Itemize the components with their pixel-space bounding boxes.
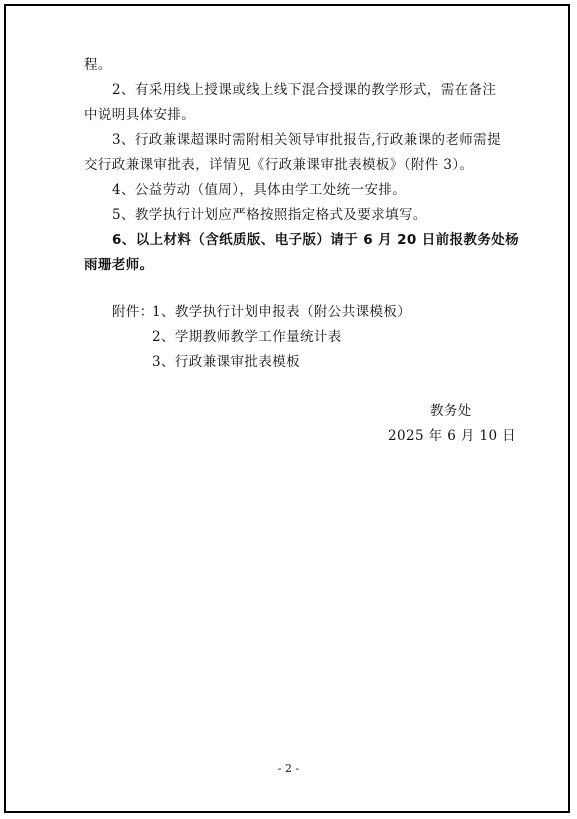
body-line-3: 中说明具体安排。 [84, 107, 196, 123]
page-frame [4, 4, 570, 813]
signature-department: 教务处 [430, 403, 472, 419]
body-line-5: 交行政兼课审批表，详情见《行政兼课审批表模板》（附件 3）。 [84, 157, 474, 173]
body-line-8-emphasis: 6、以上材料（含纸质版、电子版）请于 6 月 20 日前报教务处杨 [112, 232, 520, 248]
page-number: - 2 - [277, 762, 300, 775]
body-line-4: 3、行政兼课超课时需附相关领导审批报告,行政兼课的老师需提 [112, 132, 501, 148]
attachments-label: 附件： [112, 304, 154, 320]
body-line-2: 2、有采用线上授课或线上线下混合授课的教学形式，需在备注 [112, 82, 497, 98]
attachment-item-1: 1、教学执行计划申报表（附公共课模板） [152, 304, 412, 320]
body-line-9-emphasis: 雨珊老师。 [84, 257, 154, 273]
body-line-6: 4、公益劳动（值周），具体由学工处统一安排。 [112, 182, 407, 198]
body-line-1: 程。 [84, 57, 112, 73]
signature-date: 2025 年 6 月 10 日 [388, 428, 517, 444]
attachment-item-3: 3、行政兼课审批表模板 [152, 354, 300, 370]
body-line-7: 5、教学执行计划应严格按照指定格式及要求填写。 [112, 207, 427, 223]
attachment-item-2: 2、学期教师教学工作量统计表 [152, 329, 342, 345]
